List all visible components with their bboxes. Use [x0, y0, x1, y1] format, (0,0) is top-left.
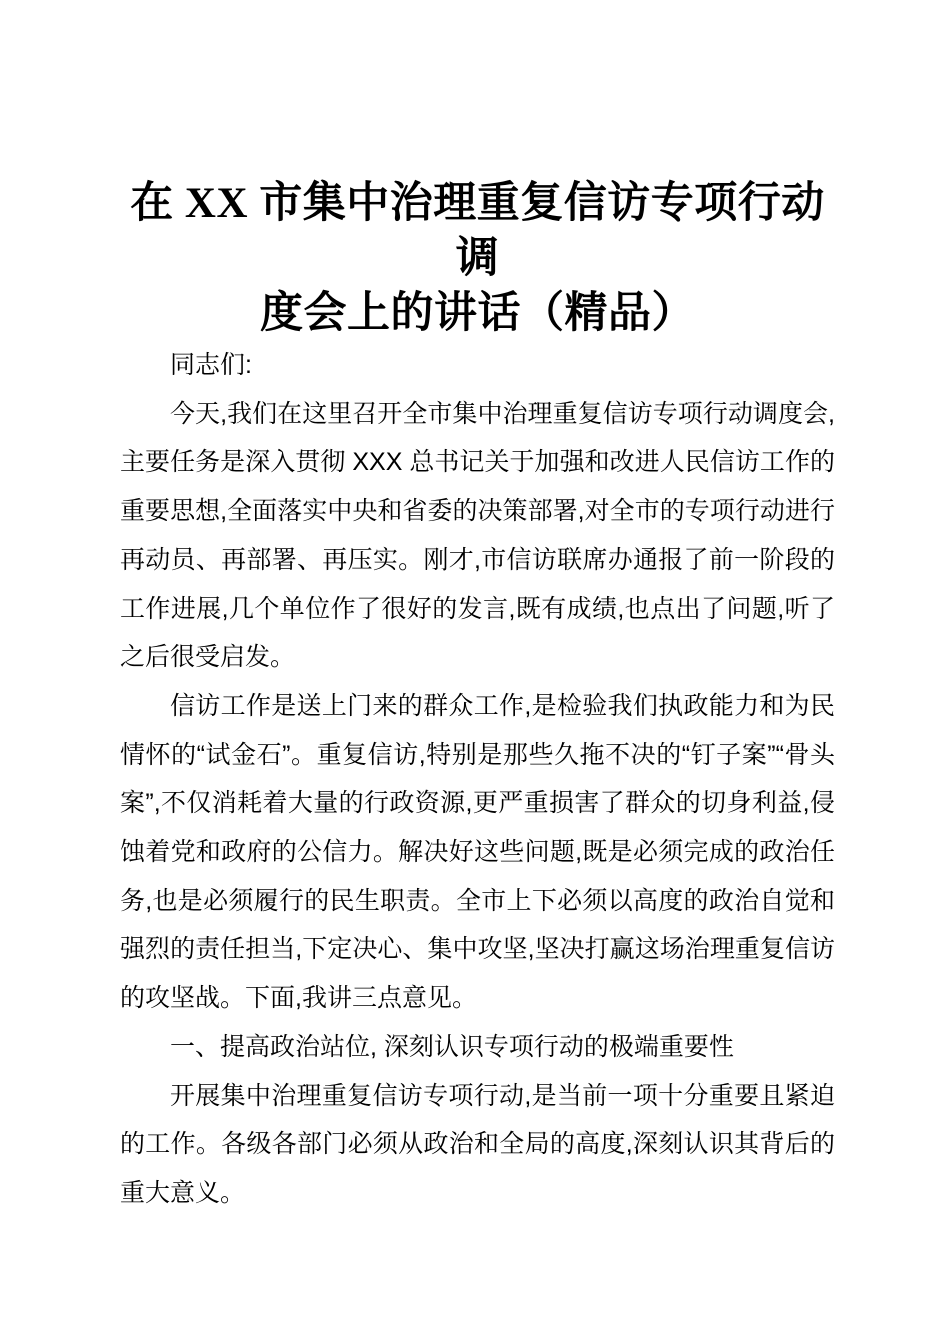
document-title-line-2: 度会上的讲话（精品）: [260, 290, 695, 337]
document-body: [120, 341, 835, 1218]
document-title: [120, 176, 835, 341]
paragraph-significance: 信访工作是送上门来的群众工作,是检验我们执政能力和为民情怀的“试金石”。重复信访,特别是那些久拖不决的“钉子案”“骨头案”,不仅消耗着大量的行政资源,更严重损害了群众的切身利益,侵蚀着党和政府的公信力。解决好这些问题,既是必须完成的政治任务,也是必须履行的民生职责。全市上下必须以高度的政治自觉和强烈的责任担当,下定决心、集中攻坚,坚决打赢这场治理重复信访的攻坚战。下面,我讲三点意见。: [120, 691, 835, 1013]
paragraph-salutation: 同志们:: [170, 351, 252, 379]
paragraph-section-1-intro: 开展集中治理重复信访专项行动,是当前一项十分重要且紧迫的工作。各级各部门必须从政治和全局的高度,深刻认识其背后的重大意义。: [120, 1081, 835, 1207]
section-heading-1: 一、提高政治站位, 深刻认识专项行动的极端重要性: [170, 1032, 734, 1061]
document-title-line-1: 在 XX 市集中治理重复信访专项行动调: [130, 180, 825, 282]
paragraph-opening: 今天,我们在这里召开全市集中治理重复信访专项行动调度会,主要任务是深入贯彻 XXX 总书记关于加强和改进人民信访工作的重要思想,全面落实中央和省委的决策部署,对全市的专项行动进行再动员、再部署、再压实。刚才,市信访联席办通报了前一阶段的工作进展,几个单位作了很好的发言,既有成绩,也点出了问题,听了之后很受启发。: [120, 399, 835, 672]
